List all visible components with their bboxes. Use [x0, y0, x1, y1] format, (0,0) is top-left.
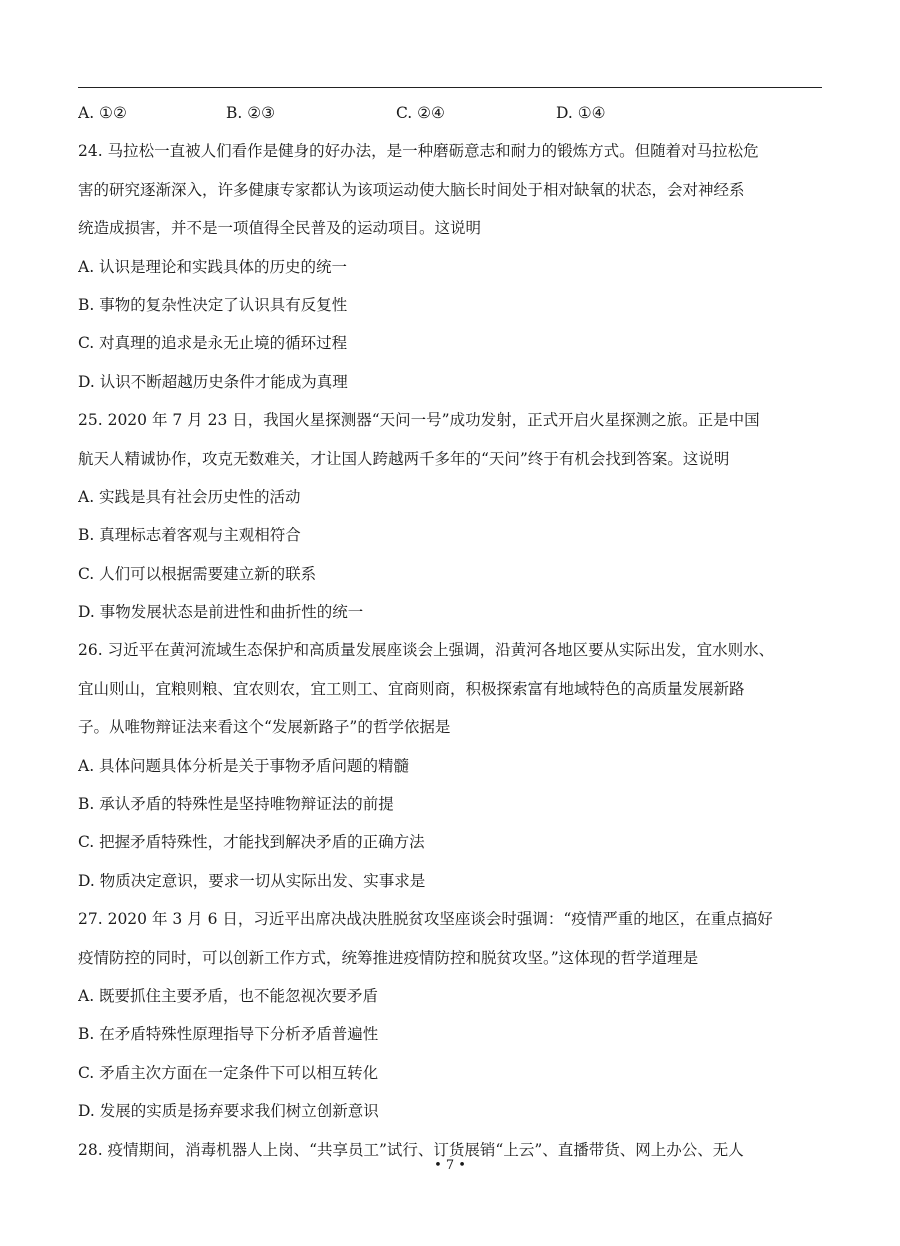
question-24: [78, 132, 822, 401]
previous-question-options: [78, 94, 822, 132]
question-stem-line: 航天人精诚协作，攻克无数难关，才让国人跨越两千多年的“天问”终于有机会找到答案。这说明: [78, 449, 730, 468]
answer-option: D. 事物发展状态是前进性和曲折性的统一: [78, 603, 364, 622]
question-stem-line: 疫情防控的同时，可以创新工作方式，统筹推进疫情防控和脱贫攻坚。”这体现的哲学道理是: [78, 948, 699, 967]
question-stem-line: 子。从唯物辩证法来看这个“发展新路子”的哲学依据是: [78, 718, 451, 737]
answer-option: C. 对真理的追求是永无止境的循环过程: [78, 334, 348, 353]
question-stem-line: 24. 马拉松一直被人们看作是健身的好办法，是一种磨砺意志和耐力的锻炼方式。但随着对马拉松危: [78, 142, 759, 161]
option-c: C. ②④: [396, 104, 445, 122]
answer-option: B. 事物的复杂性决定了认识具有反复性: [78, 295, 348, 314]
answer-option: D. 认识不断超越历史条件才能成为真理: [78, 372, 348, 391]
answer-option: A. 认识是理论和实践具体的历史的统一: [78, 257, 348, 276]
document-body: [78, 94, 822, 1169]
header-rule: [78, 87, 822, 88]
option-d: D. ①④: [556, 104, 606, 122]
question-stem-line: 28. 疫情期间，消毒机器人上岗、“共享员工”试行、订货展销“上云”、直播带货、网上办公、无人: [78, 1140, 744, 1159]
answer-option: C. 人们可以根据需要建立新的联系: [78, 564, 317, 583]
answer-option: A. 具体问题具体分析是关于事物矛盾问题的精髓: [78, 756, 410, 775]
question-stem-line: 统造成损害，并不是一项值得全民普及的运动项目。这说明: [78, 219, 482, 238]
question-stem-line: 26. 习近平在黄河流域生态保护和高质量发展座谈会上强调，沿黄河各地区要从实际出发，宜水则水、: [78, 641, 775, 660]
question-stem-line: 宜山则山，宜粮则粮、宜农则农，宜工则工、宜商则商，积极探索富有地域特色的高质量发展新路: [78, 679, 745, 698]
answer-option: C. 把握矛盾特殊性，才能找到解决矛盾的正确方法: [78, 833, 425, 852]
option-a: A. ①②: [78, 104, 127, 122]
question-26: [78, 631, 822, 900]
answer-option: D. 发展的实质是扬弃要求我们树立创新意识: [78, 1102, 379, 1121]
answer-option: B. 承认矛盾的特殊性是坚持唯物辩证法的前提: [78, 795, 394, 814]
page-number: • 7 •: [434, 1158, 466, 1173]
answer-option: B. 在矛盾特殊性原理指导下分析矛盾普遍性: [78, 1025, 379, 1044]
answer-option: C. 矛盾主次方面在一定条件下可以相互转化: [78, 1063, 379, 1082]
answer-option: A. 实践是具有社会历史性的活动: [78, 487, 301, 506]
answer-option: A. 既要抓住主要矛盾，也不能忽视次要矛盾: [78, 986, 379, 1005]
answer-option: B. 真理标志着客观与主观相符合: [78, 526, 301, 545]
question-25: [78, 401, 822, 631]
option-b: B. ②③: [226, 104, 276, 122]
answer-option: D. 物质决定意识，要求一切从实际出发、实事求是: [78, 871, 426, 890]
question-27: [78, 900, 822, 1130]
question-stem-line: 27. 2020 年 3 月 6 日，习近平出席决战决胜脱贫攻坚座谈会时强调：“疫情严重的地区，在重点搞好: [78, 910, 773, 929]
question-stem-line: 害的研究逐渐深入，许多健康专家都认为该项运动使大脑长时间处于相对缺氧的状态，会对神经系: [78, 180, 745, 199]
question-stem-line: 25. 2020 年 7 月 23 日，我国火星探测器“天问一号”成功发射，正式开启火星探测之旅。正是中国: [78, 411, 760, 430]
